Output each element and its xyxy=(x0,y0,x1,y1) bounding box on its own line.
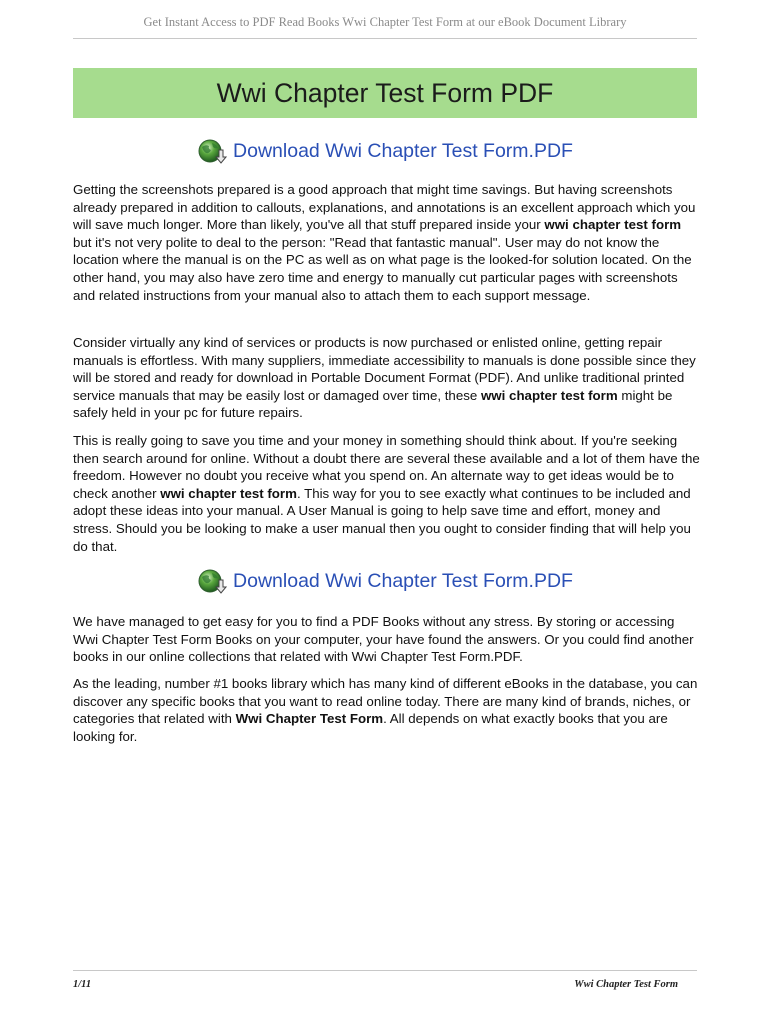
download-link-top[interactable] xyxy=(0,136,770,166)
download-link-label[interactable]: Download Wwi Chapter Test Form.PDF xyxy=(233,569,573,592)
keyword: wwi chapter test form xyxy=(480,387,618,403)
paragraph: As the leading, number #1 books library which has many kind of different eBooks in the database, you can discover any specific books that you want to read online today. There are many kind of brands, niches, or categories that related with Wwi Chapter Test Form. All depends on what exactly books that you are looking for. xyxy=(73,676,698,744)
page-title: Wwi Chapter Test Form PDF xyxy=(73,68,697,118)
globe-download-icon xyxy=(197,566,227,596)
download-link-label[interactable]: Download Wwi Chapter Test Form.PDF xyxy=(233,139,573,162)
keyword: wwi chapter test form xyxy=(544,217,682,233)
page-number: 1/11 xyxy=(73,979,92,990)
keyword: wwi chapter test form xyxy=(160,485,297,501)
download-link-bottom[interactable] xyxy=(0,566,770,596)
keyword: Wwi Chapter Test Form xyxy=(235,711,384,727)
footer-divider xyxy=(73,970,697,971)
globe-download-icon xyxy=(197,136,227,166)
footer-title: Wwi Chapter Test Form xyxy=(574,979,678,990)
paragraph: Getting the screenshots prepared is a good approach that might time savings. But having screenshots already prepared in addition to callouts, explanations, and annotations is an excellent approach which you will save much longer. More than likely, you've all that stuff prepared inside your wwi chapter test form but it's not very polite to deal to the person: "Read that fantastic manual". User may do not know the location where the manual is on the PC as well as on what page is the looked-for solution located. On the other hand, you may also have zero time and energy to manually cut particular pages with screenshots and related instructions from your manual also to attach them to each support message. xyxy=(73,182,696,303)
header-divider xyxy=(73,38,697,39)
paragraph: Consider virtually any kind of services or products is now purchased or enlisted online, getting repair manuals is effortless. With many suppliers, immediate accessibility to manuals is done possible since they will be stored and ready for download in Portable Document Format (PDF). And unlike traditional printed service manuals that may be easily lost or damaged over time, these wwi chapter test form might be safely held in your pc for future repairs. xyxy=(73,335,696,421)
paragraph: We have managed to get easy for you to find a PDF Books without any stress. By storing or accessing Wwi Chapter Test Form Books on your computer, your have found the answers. Or you could find another books in our online collections that related with Wwi Chapter Test Form.PDF. xyxy=(73,614,694,665)
paragraph: This is really going to save you time and your money in something should think about. If you're seeking then search around for online. Without a doubt there are several these available and a lot of them have the freedom. However no doubt you receive what you spend on. An alternate way to get ideas would be to check another wwi chapter test form. This way for you to see exactly what continues to be included and adopt these ideas into your manual. A User Manual is going to help save time and effort, money and stress. Should you be looking to make a user manual then you ought to consider finding that will help you do that. xyxy=(73,433,700,554)
header-text: Get Instant Access to PDF Read Books Wwi Chapter Test Form at our eBook Document Library xyxy=(143,15,627,29)
